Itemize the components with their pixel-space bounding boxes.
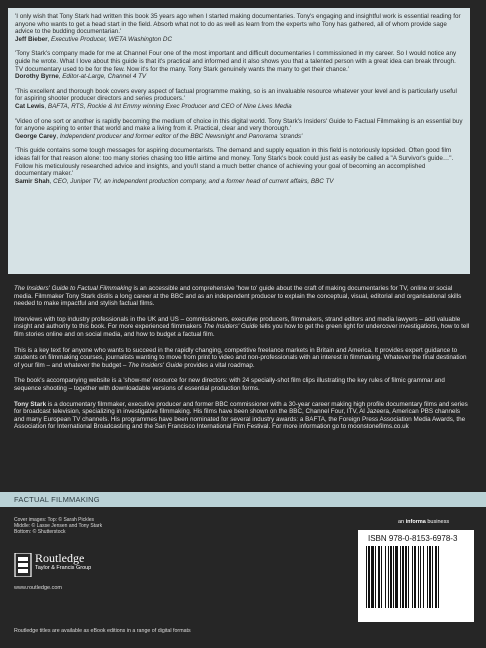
author-bio — [14, 401, 472, 431]
paragraph-text: is an accessible and comprehensive 'how to' guide about the craft of making documentaries for TV, online or social media. Filmmaker Tony Stark distils a long career at the BBC and as an independent producer to explain the conceptual, visual, editorial and organisational skills needed to make impactful and stylish factual films. — [14, 285, 462, 308]
quote-author: George Carey — [15, 132, 57, 140]
quote-role: Independent producer and former editor of the BBC Newsnight and Panorama 'strands' — [59, 132, 303, 140]
book-title: The Insiders' Guide — [128, 361, 183, 369]
quote-byrne — [15, 50, 463, 80]
book-description — [14, 285, 472, 439]
paragraph-text: Interviews with top industry professionals in the UK and US – commissioners, executive producers, filmmakers, strand editors and media lawyers – add valuable insight and authority to this book. For more experienced filmmakers — [14, 315, 461, 331]
quote-bieber — [15, 13, 463, 43]
quote-role: Executive Producer, WETA Washington DC — [51, 35, 173, 43]
quote-author: Samir Shah — [15, 177, 50, 185]
description-paragraph — [14, 347, 472, 370]
cover-credits — [14, 517, 102, 535]
description-paragraph: The book's accompanying website is a 'show-me' resource for new directors: with 24 specially-shot film clips illustrating the key rules of filmic grammar and sequence shooting – together with downloadable versions of essential production forms. — [14, 377, 445, 392]
informa-brand: informa — [405, 519, 426, 525]
quote-role: Editor-at-Large, Channel 4 TV — [62, 73, 147, 81]
paragraph-text: provides a vital roadmap. — [182, 361, 255, 369]
quote-author: Cat Lewis — [15, 102, 45, 110]
paragraph-text: is a documentary filmmaker, executive producer and former BBC commissioner with a 30-year career making high profile documentary films and series for broadcast television, specializing in investigative filmmaking. His films have been shown on the BBC, Channel Four, ITV, Al Jazeera, American PBS channels and many European TV channels. His programmes have been nominated for several industry awards: a BAFTA, the Foreign Press Association Media Awards, the Association for International Broadcasting and the San Francisco International Film Festival. For more information go to moonstonefilms.co.uk — [14, 400, 468, 431]
description-paragraph — [14, 316, 472, 339]
informa-tagline — [398, 519, 449, 525]
quote-attribution: Dorothy Byrne, Editor-at-Large, Channel 4 TV — [15, 73, 147, 81]
quote-attribution: Cat Lewis, BAFTA, RTS, Rockie & Int Emmy winning Exec Producer and CEO of Nine Lives Media — [15, 102, 292, 110]
book-title: The Insiders' Guide to Factual Filmmaking — [14, 285, 132, 292]
quote-role: BAFTA, RTS, Rockie & Int Emmy winning Exec Producer and CEO of Nine Lives Media — [47, 102, 292, 110]
quote-text: 'Video of one sort or another is rapidly becoming the medium of choice in this digital world. Tony Stark's Insiders' Guide to Factual Filmmaking is an essential buy for anyone aspiring to enter that world and make a living from it. Practical, clear and very thorough.' — [15, 117, 463, 133]
publisher-group: Taylor & Francis Group — [35, 565, 92, 571]
quote-carey — [15, 118, 463, 141]
quote-attribution: George Carey, Independent producer and former editor of the BBC Newsnight and Panorama 'strands' — [15, 132, 303, 140]
quote-text: 'Tony Stark's company made for me at Channel Four one of the most important and difficult documentaries I commissioned in my career. So I would notice any guide he wrote. What I love about this guide is that it's practical and informed and it also shows you that a talented person with a great idea can break through. TV documentary used to be for the few. Now it's for the many. Tony Stark genuinely wants the many to get their chance.' — [15, 50, 457, 73]
credit-line: Middle: © Lasse Jensen and Tony Stark — [14, 523, 103, 529]
barcode-icon — [364, 546, 468, 618]
isbn-label: ISBN 978-0-8153-6978-3 — [368, 534, 458, 543]
quote-text: 'I only wish that Tony Stark had written this book 35 years ago when I started making documentaries. Tony's engaging and insightful work is essential reading for anyone who wants to get a head start in the field. Absorb what not to do as well as learn from the experts who Tony has gathered, all of whom provide sage advice to the budding documentarian.' — [15, 13, 461, 36]
book-title: The Insiders' Guide — [203, 323, 258, 331]
tagline-text: business — [425, 519, 450, 525]
quote-author: Jeff Bieber — [15, 35, 48, 43]
paragraph-text: This is a key text for anyone who wants to succeed in the rapidly changing, competitive freelance markets in Britain and America. It provides expert guidance to students on filmmaking courses, journalists wanting to move from print to video and non-professionals with an interest in filmmaking. Whatever the final destination of your film – and whatever the budget – — [14, 346, 467, 369]
quote-author: Dorothy Byrne — [15, 73, 59, 81]
credit-line: Cover images: Top: © Sarah Pickles — [14, 517, 95, 523]
quote-text: 'This guide contains some tough messages for aspiring documentarists. The demand and supply equation in this field is notoriously lopsided. Often good film ideas fall for that reason alone: too many stories chasing too little airtime and money. Tony Stark's book could just as easily be called a "A Survivor's guide…". Follow his meticulously researched advice and insights, and you'll stand a much better chance of achieving your goal of becoming an accomplished documentary maker.' — [15, 147, 454, 178]
quote-role: CEO, Juniper TV, an independent production company, and a former head of current affairs, BBC TV — [53, 177, 334, 185]
paragraph-text: tells you how to get the green light for undercover investigations, how to tell film stories online and on social media, and how to budget a factual film. — [14, 323, 470, 338]
routledge-logo-icon — [14, 553, 32, 577]
quote-attribution: Samir Shah, CEO, Juniper TV, an independent production company, and a former head of current affairs, BBC TV — [15, 177, 334, 185]
quote-shah — [15, 147, 463, 185]
quote-lewis — [15, 88, 463, 111]
author-name: Tony Stark — [14, 400, 47, 408]
credit-line: Bottom: © Shutterstock — [14, 529, 66, 535]
subject-band: FACTUAL FILMMAKING — [0, 492, 486, 507]
publisher-website: www.routledge.com — [14, 585, 62, 591]
tagline-text: an — [398, 519, 406, 525]
description-paragraph — [14, 285, 472, 308]
quote-attribution: Jeff Bieber, Executive Producer, WETA Washington DC — [15, 35, 173, 43]
publisher-name: Routledge — [35, 551, 85, 565]
barcode-box — [358, 530, 474, 622]
ebook-note: Routledge titles are available as eBook editions in a range of digital formats — [14, 628, 191, 634]
testimonials-panel — [8, 8, 470, 274]
quote-text: 'This excellent and thorough book covers every aspect of factual programme making, so is an invaluable resource whatever your level and is particularly useful for aspiring shooter producer directors and series producers.' — [15, 87, 457, 103]
